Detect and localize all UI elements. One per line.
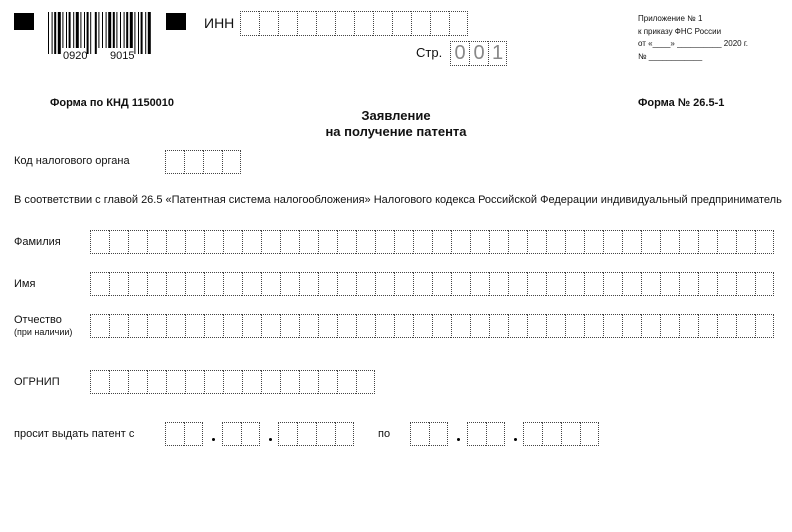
char-cell <box>489 272 508 296</box>
corner-marker <box>166 13 186 30</box>
char-cell <box>128 230 147 254</box>
title-line: Заявление <box>361 108 431 123</box>
char-cell <box>470 314 489 338</box>
form-number: Форма № 26.5-1 <box>638 97 725 109</box>
char-cell <box>603 314 622 338</box>
char-cell <box>223 272 242 296</box>
char-cell <box>622 272 641 296</box>
char-cell <box>679 230 698 254</box>
char-cell <box>470 272 489 296</box>
char-cell <box>261 370 280 394</box>
form-knd: Форма по КНД 1150010 <box>50 97 175 109</box>
char-cell <box>410 422 429 446</box>
char-cell <box>299 370 318 394</box>
barcode-right-digits: 9015 <box>110 50 135 62</box>
char-cell <box>147 314 166 338</box>
char-cell <box>280 230 299 254</box>
char-cell <box>259 11 278 36</box>
char-cell <box>698 272 717 296</box>
char-cell <box>622 230 641 254</box>
char-cell <box>679 314 698 338</box>
char-cell <box>451 314 470 338</box>
char-cell <box>318 272 337 296</box>
char-cell <box>166 230 185 254</box>
char-cell <box>413 272 432 296</box>
char-cell <box>523 422 542 446</box>
char-cell <box>527 314 546 338</box>
page-title <box>0 108 792 140</box>
char-cell <box>394 230 413 254</box>
char-cell <box>356 370 375 394</box>
title-line: на получение патента <box>325 124 467 139</box>
char-cell <box>375 230 394 254</box>
char-cell <box>679 272 698 296</box>
char-cell <box>467 422 486 446</box>
char-cell <box>147 370 166 394</box>
char-cell <box>242 272 261 296</box>
to-day-field[interactable] <box>410 422 448 446</box>
char-cell <box>432 314 451 338</box>
period-to-label: по <box>378 428 391 440</box>
char-cell <box>542 422 561 446</box>
char-cell <box>299 272 318 296</box>
appendix-line: к приказу ФНС России <box>638 26 722 36</box>
char-cell <box>489 230 508 254</box>
char-cell <box>641 272 660 296</box>
page-digit: 1 <box>488 41 507 66</box>
ogrnip-field[interactable] <box>90 370 375 394</box>
char-cell <box>166 370 185 394</box>
barcode-bar <box>126 12 128 48</box>
char-cell <box>565 272 584 296</box>
inn-label: ИНН <box>204 15 235 31</box>
char-cell <box>527 272 546 296</box>
barcode-bar <box>145 12 146 54</box>
char-cell <box>278 11 297 36</box>
barcode-bar <box>73 12 74 48</box>
barcode-bar <box>148 12 151 54</box>
char-cell <box>375 272 394 296</box>
char-cell <box>109 370 128 394</box>
period-from-label: просит выдать патент с <box>14 428 135 440</box>
date-separator <box>269 438 272 441</box>
corner-marker <box>14 13 34 30</box>
char-cell <box>204 272 223 296</box>
char-cell <box>299 230 318 254</box>
date-separator <box>212 438 215 441</box>
char-cell <box>204 370 223 394</box>
char-cell <box>278 422 297 446</box>
char-cell <box>565 314 584 338</box>
char-cell <box>508 272 527 296</box>
barcode-bar <box>113 12 115 48</box>
char-cell <box>641 230 660 254</box>
barcode-bar <box>80 12 81 48</box>
to-year-field[interactable] <box>523 422 599 446</box>
char-cell <box>449 11 468 36</box>
barcode-bar <box>120 12 121 48</box>
surname-field[interactable] <box>90 230 774 254</box>
char-cell <box>375 314 394 338</box>
char-cell <box>109 230 128 254</box>
char-cell <box>261 272 280 296</box>
barcode-bar <box>54 12 56 54</box>
char-cell <box>489 314 508 338</box>
barcode-bar <box>52 12 53 54</box>
barcode-bar <box>84 12 85 48</box>
char-cell <box>90 370 109 394</box>
barcode-bar <box>106 12 107 48</box>
char-cell <box>394 314 413 338</box>
char-cell <box>565 230 584 254</box>
char-cell <box>717 230 736 254</box>
char-cell <box>394 272 413 296</box>
barcode-bar <box>69 12 71 48</box>
char-cell <box>297 11 316 36</box>
char-cell <box>392 11 411 36</box>
char-cell <box>242 314 261 338</box>
char-cell <box>580 422 599 446</box>
char-cell <box>451 230 470 254</box>
barcode <box>48 12 152 54</box>
barcode-bar <box>141 12 143 54</box>
char-cell <box>413 230 432 254</box>
char-cell <box>223 230 242 254</box>
char-cell <box>128 370 147 394</box>
char-cell <box>546 230 565 254</box>
char-cell <box>222 422 241 446</box>
char-cell <box>356 272 375 296</box>
barcode-left-digits: 0920 <box>63 50 88 62</box>
char-cell <box>299 314 318 338</box>
char-cell <box>373 11 392 36</box>
char-cell <box>203 150 222 174</box>
char-cell <box>432 272 451 296</box>
from-month-field[interactable] <box>222 422 260 446</box>
barcode-bar <box>116 12 117 48</box>
char-cell <box>109 272 128 296</box>
char-cell <box>242 230 261 254</box>
surname-label: Фамилия <box>14 236 61 248</box>
appendix-line: от «____» __________ 2020 г. <box>638 39 748 48</box>
char-cell <box>755 230 774 254</box>
char-cell <box>432 230 451 254</box>
char-cell <box>603 272 622 296</box>
char-cell <box>641 314 660 338</box>
char-cell <box>90 230 109 254</box>
char-cell <box>584 230 603 254</box>
char-cell <box>337 314 356 338</box>
page-number-field[interactable] <box>450 41 507 66</box>
barcode-bar <box>102 12 103 48</box>
char-cell <box>316 11 335 36</box>
char-cell <box>335 422 354 446</box>
char-cell <box>90 314 109 338</box>
barcode-bar <box>130 12 133 48</box>
char-cell <box>241 422 260 446</box>
char-cell <box>184 150 203 174</box>
barcode-bar <box>108 12 111 48</box>
barcode-bar <box>66 12 67 48</box>
to-month-field[interactable] <box>467 422 505 446</box>
char-cell <box>261 314 280 338</box>
char-cell <box>736 314 755 338</box>
char-cell <box>736 230 755 254</box>
inn-field[interactable] <box>240 11 468 36</box>
char-cell <box>316 422 335 446</box>
barcode-bar <box>134 12 135 54</box>
char-cell <box>755 314 774 338</box>
char-cell <box>451 272 470 296</box>
barcode-bar <box>76 12 79 48</box>
char-cell <box>527 230 546 254</box>
date-separator <box>514 438 517 441</box>
char-cell <box>147 272 166 296</box>
char-cell <box>356 314 375 338</box>
char-cell <box>698 314 717 338</box>
char-cell <box>508 230 527 254</box>
char-cell <box>109 314 128 338</box>
char-cell <box>622 314 641 338</box>
char-cell <box>335 11 354 36</box>
tax-office-field[interactable] <box>165 150 241 174</box>
char-cell <box>297 422 316 446</box>
barcode-bar <box>62 12 63 48</box>
char-cell <box>240 11 259 36</box>
char-cell <box>411 11 430 36</box>
barcode-bar <box>98 12 99 48</box>
char-cell <box>223 370 242 394</box>
char-cell <box>660 272 679 296</box>
patronymic-field[interactable] <box>90 314 774 338</box>
page-digit: 0 <box>450 41 469 66</box>
char-cell <box>337 230 356 254</box>
char-cell <box>318 314 337 338</box>
char-cell <box>584 314 603 338</box>
page-digit: 0 <box>469 41 488 66</box>
name-label: Имя <box>14 278 36 290</box>
char-cell <box>318 230 337 254</box>
appendix-note <box>638 13 748 63</box>
char-cell <box>717 314 736 338</box>
char-cell <box>337 370 356 394</box>
char-cell <box>430 11 449 36</box>
char-cell <box>508 314 527 338</box>
char-cell <box>755 272 774 296</box>
char-cell <box>185 230 204 254</box>
char-cell <box>660 314 679 338</box>
char-cell <box>128 314 147 338</box>
from-day-field[interactable] <box>165 422 203 446</box>
char-cell <box>354 11 373 36</box>
char-cell <box>698 230 717 254</box>
char-cell <box>356 230 375 254</box>
patronymic-note: (при наличии) <box>14 327 73 337</box>
char-cell <box>486 422 505 446</box>
char-cell <box>561 422 580 446</box>
char-cell <box>223 314 242 338</box>
name-field[interactable] <box>90 272 774 296</box>
char-cell <box>413 314 432 338</box>
char-cell <box>280 370 299 394</box>
char-cell <box>222 150 241 174</box>
barcode-bar <box>138 12 139 54</box>
appendix-line: № ____________ <box>638 51 703 61</box>
char-cell <box>204 314 223 338</box>
char-cell <box>166 314 185 338</box>
char-cell <box>318 370 337 394</box>
char-cell <box>90 272 109 296</box>
barcode-bar <box>48 12 49 54</box>
char-cell <box>185 272 204 296</box>
date-separator <box>457 438 460 441</box>
char-cell <box>204 230 223 254</box>
char-cell <box>280 314 299 338</box>
appendix-line: Приложение № 1 <box>638 14 703 23</box>
barcode-bar <box>87 12 89 54</box>
intro-text: В соответствии с главой 26.5 «Патентная система налогообложения» Налогового кодекса Российской Федерации индивидуальный предприниматель <box>14 194 782 206</box>
char-cell <box>147 230 166 254</box>
char-cell <box>660 230 679 254</box>
char-cell <box>185 370 204 394</box>
char-cell <box>165 150 184 174</box>
page-label: Стр. <box>416 45 443 60</box>
barcode-bar <box>95 12 97 54</box>
char-cell <box>128 272 147 296</box>
char-cell <box>185 314 204 338</box>
ogrnip-label: ОГРНИП <box>14 376 60 388</box>
char-cell <box>184 422 203 446</box>
char-cell <box>261 230 280 254</box>
tax-office-label: Код налогового органа <box>14 155 130 167</box>
from-year-field[interactable] <box>278 422 354 446</box>
char-cell <box>429 422 448 446</box>
char-cell <box>337 272 356 296</box>
barcode-bar <box>90 12 91 54</box>
char-cell <box>470 230 489 254</box>
barcode-bar <box>124 12 125 48</box>
char-cell <box>546 272 565 296</box>
char-cell <box>736 272 755 296</box>
char-cell <box>280 272 299 296</box>
char-cell <box>165 422 184 446</box>
char-cell <box>546 314 565 338</box>
char-cell <box>603 230 622 254</box>
char-cell <box>584 272 603 296</box>
patronymic-label: Отчество <box>14 314 62 326</box>
char-cell <box>166 272 185 296</box>
char-cell <box>717 272 736 296</box>
barcode-bar <box>58 12 61 54</box>
char-cell <box>242 370 261 394</box>
